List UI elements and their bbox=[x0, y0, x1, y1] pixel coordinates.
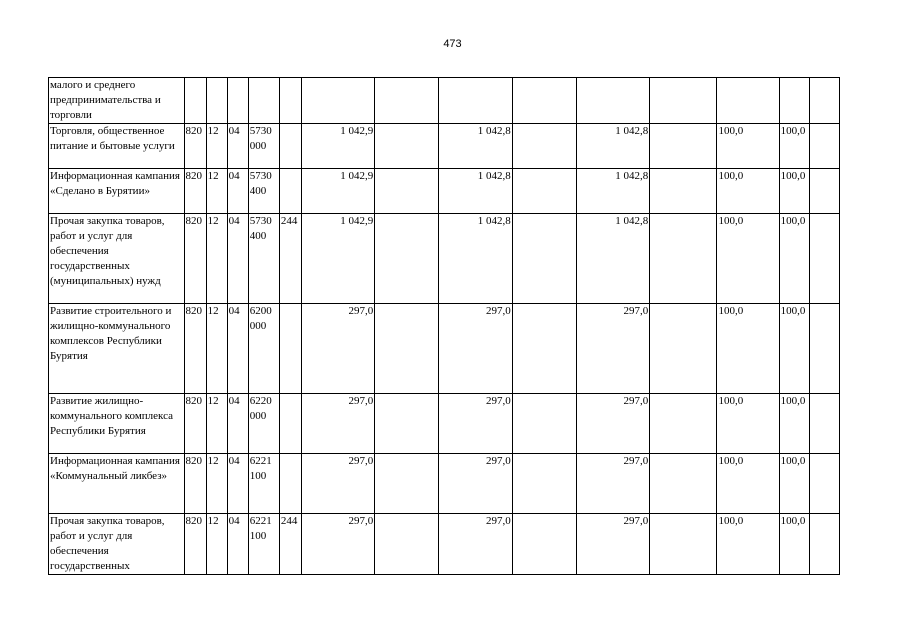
empty-cell bbox=[650, 169, 717, 214]
approved-amount-cell: 1 042,8 bbox=[439, 124, 512, 169]
row-name-cell: Развитие строительного и жилищно-коммунального комплексов Республики Бурятия bbox=[49, 304, 185, 394]
admin-code-cell: 820 bbox=[184, 169, 206, 214]
planned-amount-cell: 297,0 bbox=[301, 454, 374, 514]
expense-type-cell: 244 bbox=[279, 514, 301, 575]
empty-cell bbox=[512, 169, 576, 214]
percent-executed-cell bbox=[717, 78, 779, 124]
empty-cell bbox=[375, 78, 439, 124]
subsection-code-cell: 04 bbox=[227, 454, 248, 514]
empty-cell bbox=[512, 124, 576, 169]
percent-executed-cell: 100,0 bbox=[717, 214, 779, 304]
subsection-code-cell: 04 bbox=[227, 394, 248, 454]
empty-cell bbox=[650, 304, 717, 394]
approved-amount-cell bbox=[439, 78, 512, 124]
percent-approved-cell bbox=[779, 78, 809, 124]
empty-cell bbox=[809, 169, 839, 214]
approved-amount-cell: 297,0 bbox=[439, 304, 512, 394]
percent-executed-cell: 100,0 bbox=[717, 169, 779, 214]
table-row bbox=[49, 394, 840, 454]
approved-amount-cell: 297,0 bbox=[439, 514, 512, 575]
target-article-cell: 6220 000 bbox=[248, 394, 279, 454]
percent-approved-cell: 100,0 bbox=[779, 169, 809, 214]
percent-executed-cell: 100,0 bbox=[717, 454, 779, 514]
empty-cell bbox=[375, 169, 439, 214]
table-row bbox=[49, 214, 840, 304]
executed-amount-cell: 297,0 bbox=[576, 454, 649, 514]
percent-approved-cell: 100,0 bbox=[779, 214, 809, 304]
row-name-cell: малого и среднего предпринимательства и торговли bbox=[49, 78, 185, 124]
section-code-cell bbox=[206, 78, 227, 124]
empty-cell bbox=[512, 214, 576, 304]
percent-approved-cell: 100,0 bbox=[779, 304, 809, 394]
section-code-cell: 12 bbox=[206, 169, 227, 214]
subsection-code-cell bbox=[227, 78, 248, 124]
admin-code-cell: 820 bbox=[184, 394, 206, 454]
empty-cell bbox=[650, 214, 717, 304]
admin-code-cell: 820 bbox=[184, 454, 206, 514]
admin-code-cell: 820 bbox=[184, 514, 206, 575]
target-article-cell: 5730 000 bbox=[248, 124, 279, 169]
expense-type-cell bbox=[279, 304, 301, 394]
table-row bbox=[49, 169, 840, 214]
executed-amount-cell: 297,0 bbox=[576, 514, 649, 575]
row-name-cell: Прочая закупка товаров, работ и услуг для обеспечения государственных bbox=[49, 514, 185, 575]
executed-amount-cell: 297,0 bbox=[576, 304, 649, 394]
subsection-code-cell: 04 bbox=[227, 214, 248, 304]
empty-cell bbox=[512, 514, 576, 575]
percent-approved-cell: 100,0 bbox=[779, 394, 809, 454]
table-row bbox=[49, 78, 840, 124]
target-article-cell: 6221 100 bbox=[248, 454, 279, 514]
section-code-cell: 12 bbox=[206, 454, 227, 514]
executed-amount-cell: 1 042,8 bbox=[576, 124, 649, 169]
planned-amount-cell: 297,0 bbox=[301, 394, 374, 454]
executed-amount-cell bbox=[576, 78, 649, 124]
section-code-cell: 12 bbox=[206, 214, 227, 304]
empty-cell bbox=[809, 214, 839, 304]
admin-code-cell bbox=[184, 78, 206, 124]
admin-code-cell: 820 bbox=[184, 304, 206, 394]
row-name-cell: Информационная кампания «Коммунальный ликбез» bbox=[49, 454, 185, 514]
subsection-code-cell: 04 bbox=[227, 124, 248, 169]
percent-approved-cell: 100,0 bbox=[779, 454, 809, 514]
empty-cell bbox=[512, 454, 576, 514]
row-name-cell: Развитие жилищно-коммунального комплекса Республики Бурятия bbox=[49, 394, 185, 454]
expense-type-cell bbox=[279, 78, 301, 124]
table-row bbox=[49, 514, 840, 575]
empty-cell bbox=[512, 394, 576, 454]
row-name-cell: Торговля, общественное питание и бытовые услуги bbox=[49, 124, 185, 169]
expense-type-cell bbox=[279, 124, 301, 169]
section-code-cell: 12 bbox=[206, 124, 227, 169]
page-number: 473 bbox=[443, 38, 462, 50]
executed-amount-cell: 297,0 bbox=[576, 394, 649, 454]
empty-cell bbox=[375, 124, 439, 169]
table-row bbox=[49, 124, 840, 169]
subsection-code-cell: 04 bbox=[227, 514, 248, 575]
row-name-cell: Прочая закупка товаров, работ и услуг для обеспечения государственных (муниципальных) нужд bbox=[49, 214, 185, 304]
planned-amount-cell: 1 042,9 bbox=[301, 124, 374, 169]
empty-cell bbox=[375, 304, 439, 394]
percent-executed-cell: 100,0 bbox=[717, 514, 779, 575]
admin-code-cell: 820 bbox=[184, 214, 206, 304]
empty-cell bbox=[375, 214, 439, 304]
table-row bbox=[49, 304, 840, 394]
expense-type-cell bbox=[279, 169, 301, 214]
percent-executed-cell: 100,0 bbox=[717, 124, 779, 169]
section-code-cell: 12 bbox=[206, 514, 227, 575]
row-name-cell: Информационная кампания «Сделано в Бурятии» bbox=[49, 169, 185, 214]
approved-amount-cell: 297,0 bbox=[439, 454, 512, 514]
target-article-cell: 6200 000 bbox=[248, 304, 279, 394]
target-article-cell: 5730 400 bbox=[248, 214, 279, 304]
expense-type-cell bbox=[279, 394, 301, 454]
admin-code-cell: 820 bbox=[184, 124, 206, 169]
planned-amount-cell bbox=[301, 78, 374, 124]
percent-approved-cell: 100,0 bbox=[779, 514, 809, 575]
empty-cell bbox=[809, 394, 839, 454]
empty-cell bbox=[650, 454, 717, 514]
empty-cell bbox=[809, 514, 839, 575]
empty-cell bbox=[650, 394, 717, 454]
empty-cell bbox=[809, 78, 839, 124]
target-article-cell: 5730 400 bbox=[248, 169, 279, 214]
subsection-code-cell: 04 bbox=[227, 169, 248, 214]
executed-amount-cell: 1 042,8 bbox=[576, 169, 649, 214]
empty-cell bbox=[375, 454, 439, 514]
target-article-cell bbox=[248, 78, 279, 124]
empty-cell bbox=[650, 78, 717, 124]
executed-amount-cell: 1 042,8 bbox=[576, 214, 649, 304]
empty-cell bbox=[375, 394, 439, 454]
expense-type-cell: 244 bbox=[279, 214, 301, 304]
empty-cell bbox=[809, 454, 839, 514]
planned-amount-cell: 1 042,9 bbox=[301, 169, 374, 214]
section-code-cell: 12 bbox=[206, 304, 227, 394]
planned-amount-cell: 297,0 bbox=[301, 514, 374, 575]
planned-amount-cell: 297,0 bbox=[301, 304, 374, 394]
expense-type-cell bbox=[279, 454, 301, 514]
percent-executed-cell: 100,0 bbox=[717, 304, 779, 394]
empty-cell bbox=[650, 514, 717, 575]
approved-amount-cell: 297,0 bbox=[439, 394, 512, 454]
approved-amount-cell: 1 042,8 bbox=[439, 214, 512, 304]
percent-executed-cell: 100,0 bbox=[717, 394, 779, 454]
approved-amount-cell: 1 042,8 bbox=[439, 169, 512, 214]
percent-approved-cell: 100,0 bbox=[779, 124, 809, 169]
empty-cell bbox=[809, 124, 839, 169]
table-row bbox=[49, 454, 840, 514]
target-article-cell: 6221 100 bbox=[248, 514, 279, 575]
empty-cell bbox=[375, 514, 439, 575]
empty-cell bbox=[512, 304, 576, 394]
budget-table bbox=[48, 77, 840, 575]
empty-cell bbox=[650, 124, 717, 169]
section-code-cell: 12 bbox=[206, 394, 227, 454]
empty-cell bbox=[512, 78, 576, 124]
subsection-code-cell: 04 bbox=[227, 304, 248, 394]
planned-amount-cell: 1 042,9 bbox=[301, 214, 374, 304]
empty-cell bbox=[809, 304, 839, 394]
